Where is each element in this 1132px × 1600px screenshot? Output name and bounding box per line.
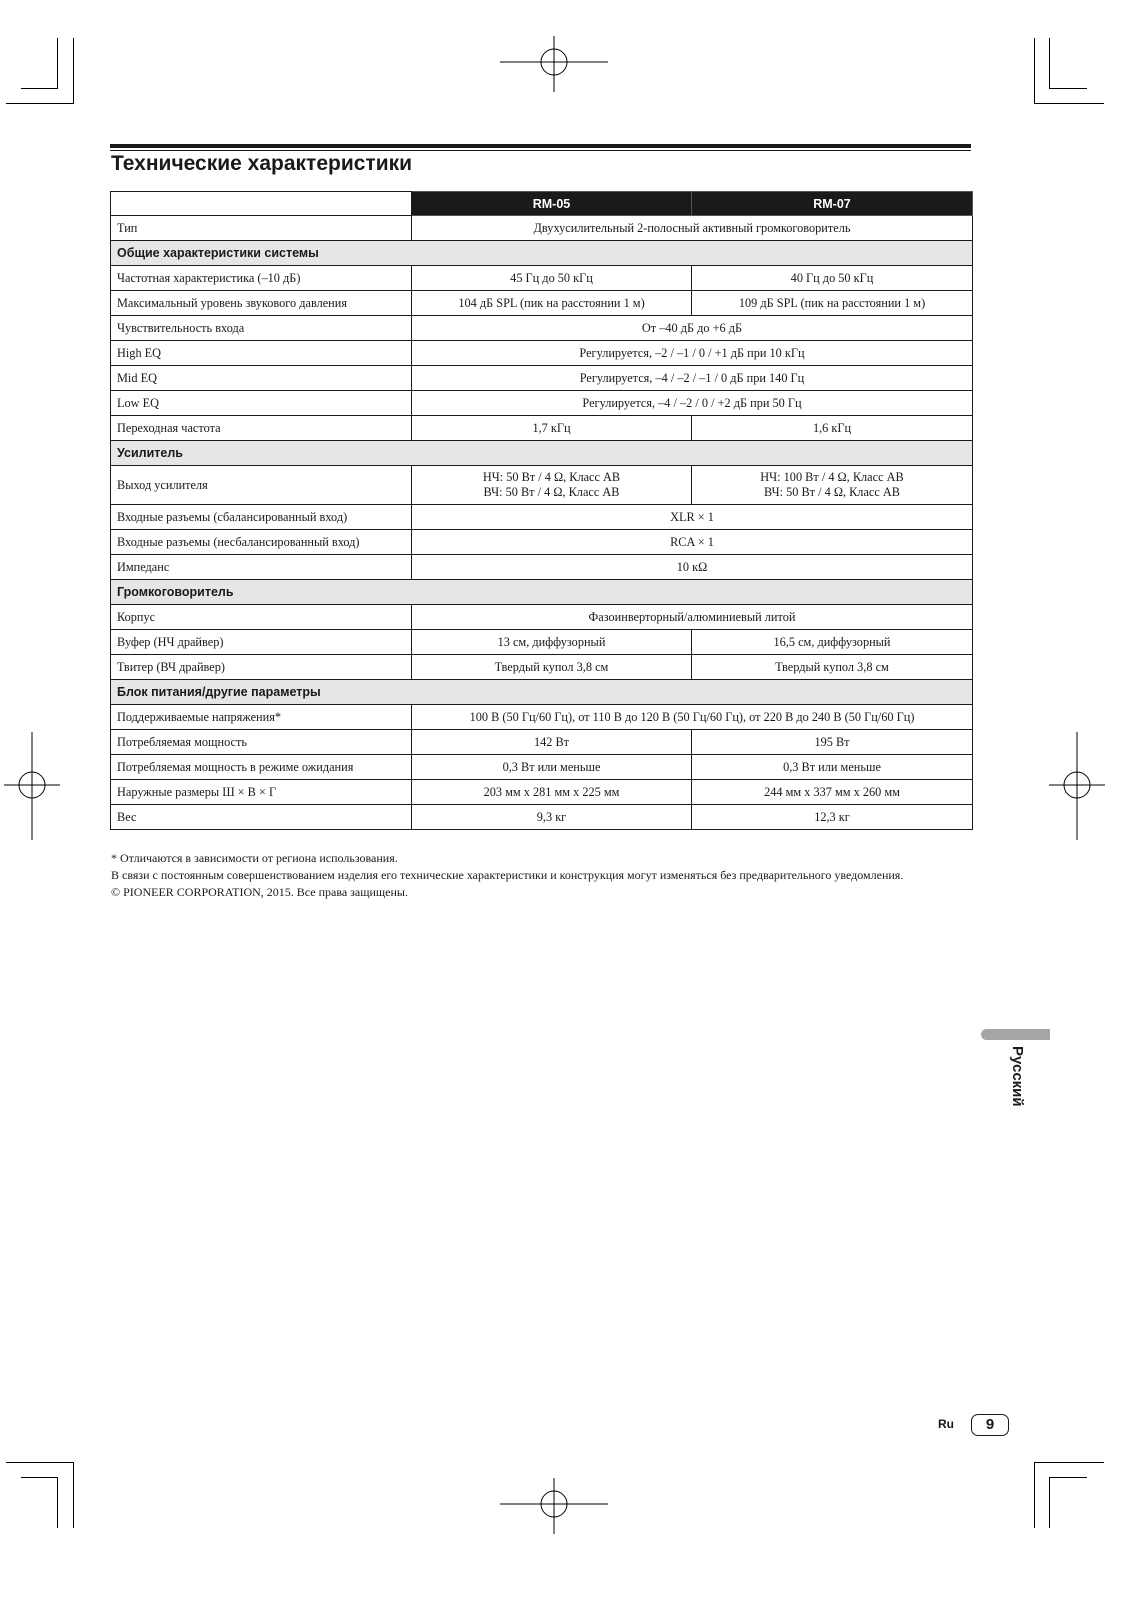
spec-value-line: НЧ: 100 Вт / 4 Ω, Класс AB [760, 470, 904, 484]
spec-label: Чувствительность входа [111, 316, 412, 341]
footnote-region: * Отличаются в зависимости от региона использования. [111, 851, 398, 865]
spec-value-rm07: 195 Вт [692, 730, 973, 755]
spec-label: Low EQ [111, 391, 412, 416]
title-rule [110, 144, 971, 148]
spec-value-line: ВЧ: 50 Вт / 4 Ω, Класс AB [483, 485, 620, 499]
table-row [111, 655, 973, 680]
crop-mark [6, 103, 74, 104]
spec-label: Импеданс [111, 555, 412, 580]
table-header-row [111, 192, 973, 216]
crop-mark [73, 38, 74, 104]
section-header-row [111, 580, 973, 605]
crop-mark [1034, 38, 1035, 104]
table-row [111, 341, 973, 366]
spec-value-line: ВЧ: 50 Вт / 4 Ω, Класс AB [764, 485, 900, 499]
spec-table [110, 191, 973, 830]
table-row [111, 705, 973, 730]
section-title: Усилитель [111, 441, 973, 466]
spec-value-line: НЧ: 50 Вт / 4 Ω, Класс AB [482, 470, 621, 484]
spec-value-rm05: 0,3 Вт или меньше [412, 755, 692, 780]
crop-mark [57, 38, 58, 89]
spec-value-shared: От –40 дБ до +6 дБ [412, 316, 973, 341]
crop-mark [1049, 38, 1050, 89]
spec-value-shared: Фазоинверторный/алюминиевый литой [412, 605, 973, 630]
spec-label: Входные разъемы (сбалансированный вход) [111, 505, 412, 530]
spec-label: Выход усилителя [111, 466, 412, 505]
spec-label: Вес [111, 805, 412, 830]
footnote-copyright: © PIONEER CORPORATION, 2015. Все права защищены. [111, 885, 408, 899]
spec-value-rm07: 12,3 кг [692, 805, 973, 830]
section-title: Общие характеристики системы [111, 241, 973, 266]
table-row [111, 605, 973, 630]
section-title: Громкоговоритель [111, 580, 973, 605]
table-row [111, 630, 973, 655]
spec-label: Поддерживаемые напряжения* [111, 705, 412, 730]
footer-language-code: Ru [938, 1417, 954, 1431]
spec-label: Потребляемая мощность в режиме ожидания [111, 755, 412, 780]
spec-label: Корпус [111, 605, 412, 630]
spec-value-rm05 [412, 466, 692, 505]
spec-table-body [111, 216, 973, 830]
page-number: 9 [971, 1414, 1009, 1436]
registration-mark-right [1049, 732, 1105, 840]
crop-mark [6, 1462, 74, 1463]
spec-label: Вуфер (НЧ драйвер) [111, 630, 412, 655]
spec-value-shared: RCA × 1 [412, 530, 973, 555]
table-row [111, 291, 973, 316]
spec-value-rm05: 142 Вт [412, 730, 692, 755]
column-header-label [111, 192, 412, 216]
spec-value-shared: Регулируется, –2 / –1 / 0 / +1 дБ при 10 кГц [412, 341, 973, 366]
crop-mark [1049, 1477, 1050, 1528]
table-row [111, 755, 973, 780]
table-row [111, 555, 973, 580]
spec-value-rm05: 203 мм x 281 мм x 225 мм [412, 780, 692, 805]
section-header-row [111, 241, 973, 266]
crop-mark [21, 88, 58, 89]
column-header-rm05: RM-05 [412, 192, 692, 216]
spec-value-rm07: 16,5 см, диффузорный [692, 630, 973, 655]
spec-value-shared: 100 В (50 Гц/60 Гц), от 110 В до 120 В (50 Гц/60 Гц), от 220 В до 240 В (50 Гц/60 Гц) [412, 705, 973, 730]
spec-label: Mid EQ [111, 366, 412, 391]
section-header-row [111, 680, 973, 705]
table-row [111, 530, 973, 555]
crop-mark [1049, 1477, 1087, 1478]
spec-label: Входные разъемы (несбалансированный вход) [111, 530, 412, 555]
table-row [111, 216, 973, 241]
section-header-row [111, 441, 973, 466]
spec-value-shared: Двухусилительный 2-полосный активный громкоговоритель [412, 216, 973, 241]
spec-label: Тип [111, 216, 412, 241]
section-title: Блок питания/другие параметры [111, 680, 973, 705]
spec-value-rm07 [692, 466, 973, 505]
crop-mark [1034, 1462, 1104, 1463]
spec-label: Твитер (ВЧ драйвер) [111, 655, 412, 680]
spec-value-rm07: 244 мм x 337 мм x 260 мм [692, 780, 973, 805]
table-row [111, 505, 973, 530]
spec-value-rm05: 13 см, диффузорный [412, 630, 692, 655]
spec-label: Потребляемая мощность [111, 730, 412, 755]
spec-value-shared: 10 кΩ [412, 555, 973, 580]
spec-value-shared: XLR × 1 [412, 505, 973, 530]
registration-mark-top [500, 36, 608, 92]
crop-mark [73, 1462, 74, 1528]
table-row [111, 316, 973, 341]
crop-mark [1034, 103, 1104, 104]
registration-mark-left [4, 732, 60, 840]
spec-value-shared: Регулируется, –4 / –2 / –1 / 0 дБ при 140 Гц [412, 366, 973, 391]
table-row [111, 366, 973, 391]
footnotes [111, 850, 903, 901]
spec-value-rm05: 45 Гц до 50 кГц [412, 266, 692, 291]
table-row [111, 391, 973, 416]
spec-value-rm07: 40 Гц до 50 кГц [692, 266, 973, 291]
crop-mark [21, 1477, 58, 1478]
page-title: Технические характеристики [111, 152, 413, 175]
table-row [111, 780, 973, 805]
spec-value-rm05: 104 дБ SPL (пик на расстоянии 1 м) [412, 291, 692, 316]
spec-label: Наружные размеры Ш × В × Г [111, 780, 412, 805]
table-row [111, 805, 973, 830]
spec-label: Переходная частота [111, 416, 412, 441]
spec-label: High EQ [111, 341, 412, 366]
spec-value-rm07: 0,3 Вт или меньше [692, 755, 973, 780]
crop-mark [57, 1477, 58, 1528]
spec-value-rm07: Твердый купол 3,8 см [692, 655, 973, 680]
spec-value-shared: Регулируется, –4 / –2 / 0 / +2 дБ при 50 Гц [412, 391, 973, 416]
column-header-rm07: RM-07 [692, 192, 973, 216]
table-row [111, 416, 973, 441]
footnote-changes: В связи с постоянным совершенствованием изделия его технические характеристики и конструкция могут изменяться без предварительного уведомления. [111, 868, 904, 882]
title-rule-thin [110, 150, 971, 151]
spec-value-rm05: Твердый купол 3,8 см [412, 655, 692, 680]
spec-label: Максимальный уровень звукового давления [111, 291, 412, 316]
spec-label: Частотная характеристика (–10 дБ) [111, 266, 412, 291]
table-row [111, 266, 973, 291]
spec-value-rm05: 1,7 кГц [412, 416, 692, 441]
spec-value-rm07: 109 дБ SPL (пик на расстоянии 1 м) [692, 291, 973, 316]
table-row [111, 466, 973, 505]
crop-mark [1034, 1462, 1035, 1528]
spec-value-rm07: 1,6 кГц [692, 416, 973, 441]
spec-value-rm05: 9,3 кг [412, 805, 692, 830]
table-row [111, 730, 973, 755]
registration-mark-bottom [500, 1478, 608, 1534]
crop-mark [1049, 88, 1087, 89]
language-tab-bar [981, 1029, 1050, 1040]
language-tab-label: Русский [1009, 1046, 1026, 1107]
